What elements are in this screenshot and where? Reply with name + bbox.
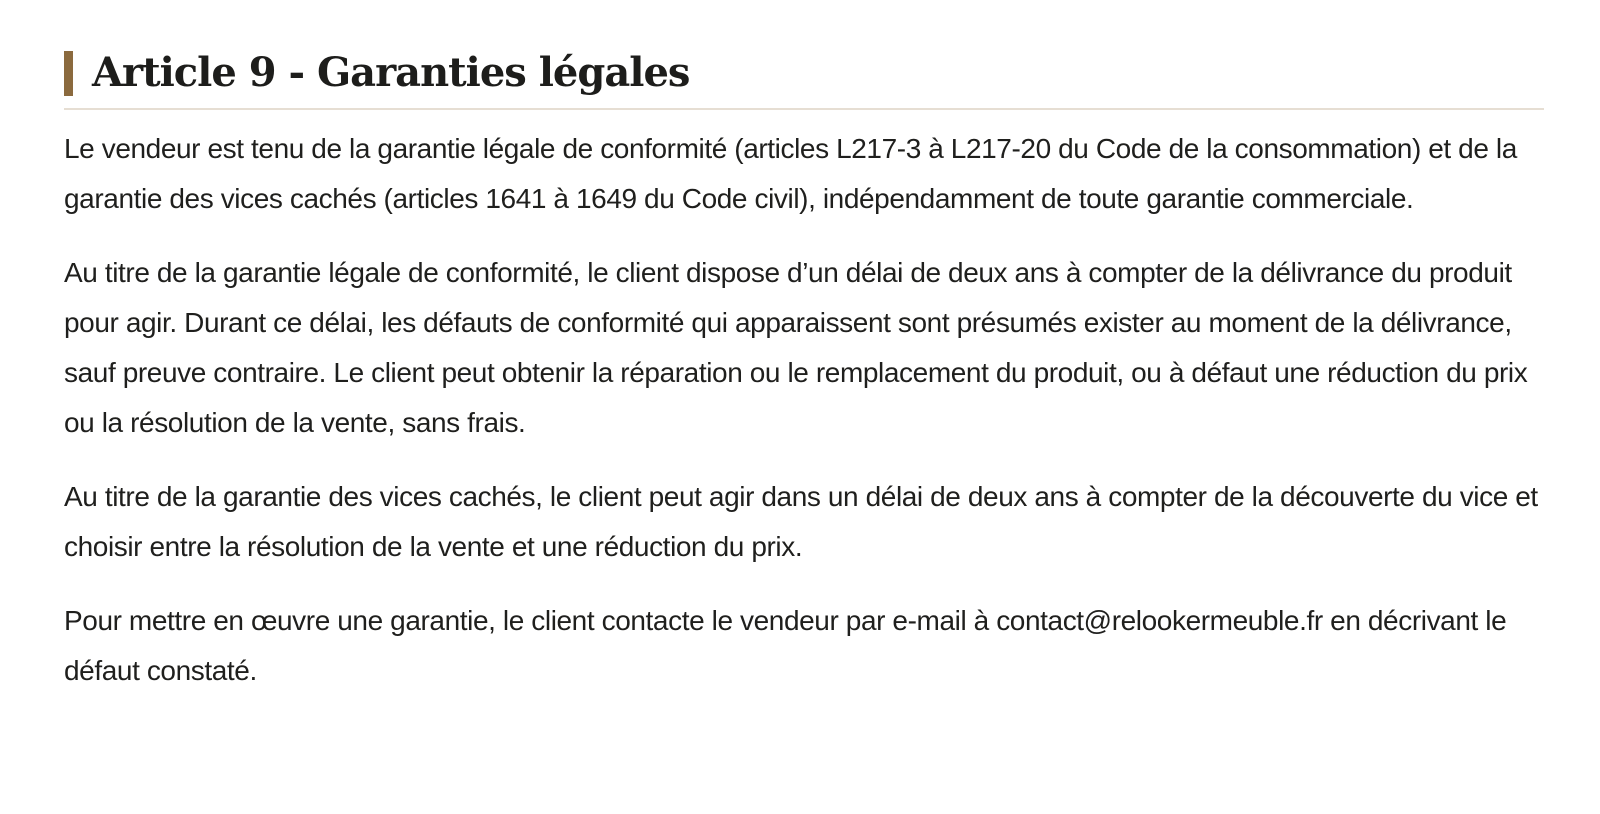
contact-text-after: en décrivant le défaut constaté. — [64, 605, 1507, 686]
article-title: Article 9 - Garanties légales — [92, 49, 690, 96]
paragraph-contact — [64, 596, 1544, 696]
paragraph-conformity-guarantee: Au titre de la garantie légale de conformité, le client dispose d’un délai de deux ans à compter de la délivrance du produit pour agir. Durant ce délai, les défauts de conformité qui apparaissent sont présumés exister au moment de la délivrance, sauf preuve contraire. Le client peut obtenir la réparation ou le remplacement du produit, ou à défaut une réduction du prix ou la résolution de la vente, sans frais. — [64, 257, 1528, 438]
article-body — [64, 110, 1544, 696]
title-accent-bar — [64, 51, 73, 96]
paragraph-legal-guarantees: Le vendeur est tenu de la garantie légale de conformité (articles L217-3 à L217-20 du Code de la consommation) et de la garantie des vices cachés (articles 1641 à 1649 du Code civil), indépendamment de toute garantie commerciale. — [64, 133, 1517, 214]
contact-email-link[interactable]: contact@relookermeuble.fr — [996, 605, 1323, 636]
article-section — [64, 46, 1544, 696]
contact-text-before: Pour mettre en œuvre une garantie, le client contacte le vendeur par e-mail à — [64, 605, 997, 636]
article-header — [64, 46, 1544, 110]
paragraph-hidden-defects: Au titre de la garantie des vices cachés, le client peut agir dans un délai de deux ans à compter de la découverte du vice et choisir entre la résolution de la vente et une réduction du prix. — [64, 481, 1538, 562]
